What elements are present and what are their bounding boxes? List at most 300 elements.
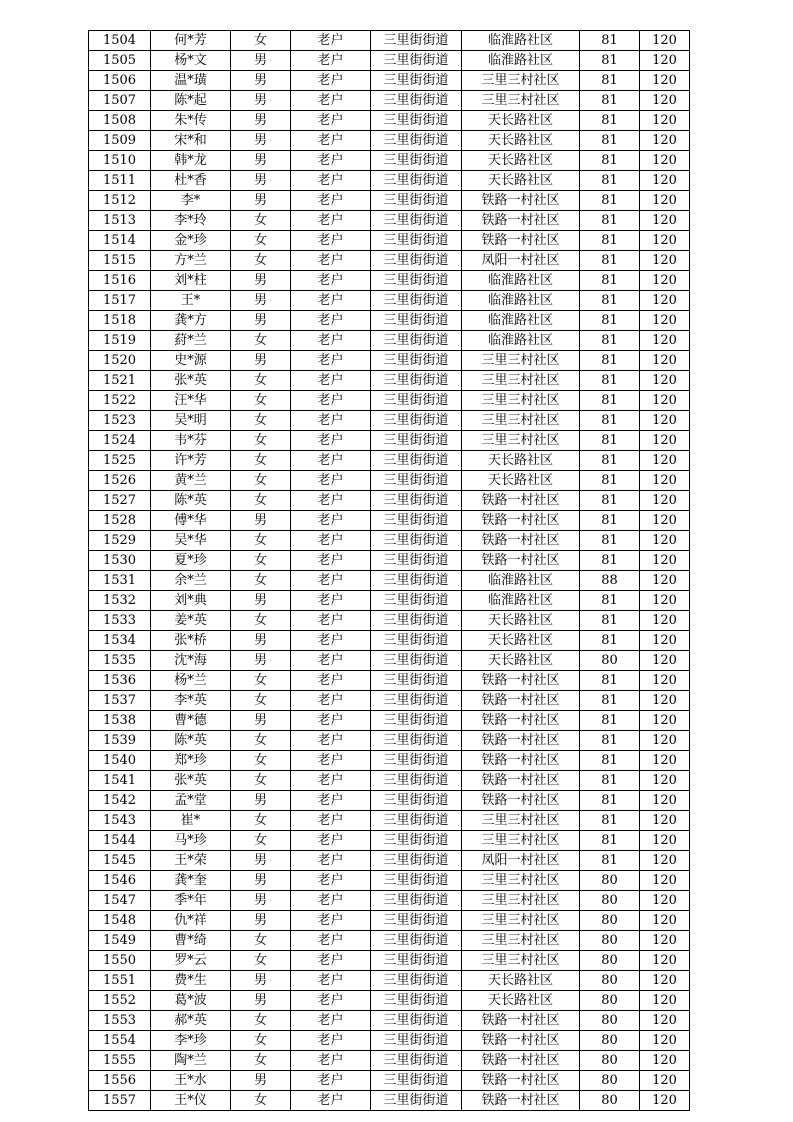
gender-cell: 男 <box>231 131 291 151</box>
age-cell: 81 <box>580 91 640 111</box>
community-cell: 铁路一村社区 <box>462 1091 580 1111</box>
table-row <box>89 511 690 531</box>
household-type-cell: 老户 <box>291 831 371 851</box>
community-cell: 铁路一村社区 <box>462 1031 580 1051</box>
name-cell: 崔* <box>151 811 231 831</box>
subdistrict-cell: 三里街街道 <box>371 951 462 971</box>
gender-cell: 女 <box>231 431 291 451</box>
community-cell: 三里三村社区 <box>462 411 580 431</box>
table-row <box>89 971 690 991</box>
subdistrict-cell: 三里街街道 <box>371 531 462 551</box>
community-cell: 铁路一村社区 <box>462 1011 580 1031</box>
household-type-cell: 老户 <box>291 911 371 931</box>
name-cell: 李*玲 <box>151 211 231 231</box>
community-cell: 铁路一村社区 <box>462 751 580 771</box>
row-number-cell: 1514 <box>89 231 151 251</box>
household-type-cell: 老户 <box>291 651 371 671</box>
name-cell: 夏*珍 <box>151 551 231 571</box>
household-type-cell: 老户 <box>291 1011 371 1031</box>
table-row <box>89 191 690 211</box>
amount-cell: 120 <box>640 271 690 291</box>
household-type-cell: 老户 <box>291 691 371 711</box>
household-type-cell: 老户 <box>291 191 371 211</box>
name-cell: 李* <box>151 191 231 211</box>
gender-cell: 女 <box>231 531 291 551</box>
age-cell: 81 <box>580 531 640 551</box>
subdistrict-cell: 三里街街道 <box>371 151 462 171</box>
gender-cell: 男 <box>231 191 291 211</box>
name-cell: 张*英 <box>151 771 231 791</box>
row-number-cell: 1509 <box>89 131 151 151</box>
community-cell: 天长路社区 <box>462 111 580 131</box>
table-row <box>89 311 690 331</box>
household-type-cell: 老户 <box>291 391 371 411</box>
name-cell: 陶*兰 <box>151 1051 231 1071</box>
subdistrict-cell: 三里街街道 <box>371 831 462 851</box>
amount-cell: 120 <box>640 831 690 851</box>
row-number-cell: 1532 <box>89 591 151 611</box>
household-type-cell: 老户 <box>291 751 371 771</box>
subdistrict-cell: 三里街街道 <box>371 71 462 91</box>
subdistrict-cell: 三里街街道 <box>371 891 462 911</box>
household-type-cell: 老户 <box>291 231 371 251</box>
name-cell: 王*荣 <box>151 851 231 871</box>
age-cell: 81 <box>580 551 640 571</box>
household-type-cell: 老户 <box>291 711 371 731</box>
row-number-cell: 1535 <box>89 651 151 671</box>
household-type-cell: 老户 <box>291 251 371 271</box>
community-cell: 三里三村社区 <box>462 351 580 371</box>
subdistrict-cell: 三里街街道 <box>371 771 462 791</box>
subdistrict-cell: 三里街街道 <box>371 571 462 591</box>
household-type-cell: 老户 <box>291 151 371 171</box>
amount-cell: 120 <box>640 531 690 551</box>
gender-cell: 男 <box>231 51 291 71</box>
subdistrict-cell: 三里街街道 <box>371 231 462 251</box>
name-cell: 马*珍 <box>151 831 231 851</box>
table-row <box>89 531 690 551</box>
age-cell: 81 <box>580 511 640 531</box>
name-cell: 韩*龙 <box>151 151 231 171</box>
household-type-cell: 老户 <box>291 351 371 371</box>
subdistrict-cell: 三里街街道 <box>371 991 462 1011</box>
subdistrict-cell: 三里街街道 <box>371 191 462 211</box>
gender-cell: 女 <box>231 1031 291 1051</box>
community-cell: 临淮路社区 <box>462 331 580 351</box>
community-cell: 临淮路社区 <box>462 291 580 311</box>
name-cell: 费*生 <box>151 971 231 991</box>
name-cell: 余*兰 <box>151 571 231 591</box>
gender-cell: 男 <box>231 271 291 291</box>
age-cell: 80 <box>580 1051 640 1071</box>
name-cell: 曹*绮 <box>151 931 231 951</box>
name-cell: 郑*珍 <box>151 751 231 771</box>
name-cell: 李*英 <box>151 691 231 711</box>
community-cell: 三里三村社区 <box>462 891 580 911</box>
amount-cell: 120 <box>640 1051 690 1071</box>
age-cell: 80 <box>580 911 640 931</box>
subdistrict-cell: 三里街街道 <box>371 91 462 111</box>
row-number-cell: 1508 <box>89 111 151 131</box>
table-row <box>89 431 690 451</box>
row-number-cell: 1520 <box>89 351 151 371</box>
subdistrict-cell: 三里街街道 <box>371 311 462 331</box>
amount-cell: 120 <box>640 91 690 111</box>
row-number-cell: 1556 <box>89 1071 151 1091</box>
gender-cell: 男 <box>231 351 291 371</box>
community-cell: 三里三村社区 <box>462 71 580 91</box>
subdistrict-cell: 三里街街道 <box>371 791 462 811</box>
row-number-cell: 1513 <box>89 211 151 231</box>
amount-cell: 120 <box>640 1011 690 1031</box>
age-cell: 81 <box>580 251 640 271</box>
household-type-cell: 老户 <box>291 631 371 651</box>
row-number-cell: 1522 <box>89 391 151 411</box>
name-cell: 温*璜 <box>151 71 231 91</box>
row-number-cell: 1511 <box>89 171 151 191</box>
community-cell: 铁路一村社区 <box>462 551 580 571</box>
subdistrict-cell: 三里街街道 <box>371 1071 462 1091</box>
name-cell: 张*英 <box>151 371 231 391</box>
row-number-cell: 1533 <box>89 611 151 631</box>
gender-cell: 女 <box>231 371 291 391</box>
amount-cell: 120 <box>640 311 690 331</box>
name-cell: 孟*堂 <box>151 791 231 811</box>
age-cell: 80 <box>580 891 640 911</box>
table-row <box>89 551 690 571</box>
gender-cell: 男 <box>231 311 291 331</box>
gender-cell: 男 <box>231 971 291 991</box>
subdistrict-cell: 三里街街道 <box>371 431 462 451</box>
gender-cell: 女 <box>231 391 291 411</box>
row-number-cell: 1551 <box>89 971 151 991</box>
name-cell: 葤*兰 <box>151 331 231 351</box>
household-type-cell: 老户 <box>291 91 371 111</box>
age-cell: 81 <box>580 411 640 431</box>
table-row <box>89 131 690 151</box>
table-row <box>89 1091 690 1111</box>
row-number-cell: 1531 <box>89 571 151 591</box>
amount-cell: 120 <box>640 791 690 811</box>
amount-cell: 120 <box>640 751 690 771</box>
row-number-cell: 1521 <box>89 371 151 391</box>
row-number-cell: 1547 <box>89 891 151 911</box>
gender-cell: 女 <box>231 31 291 51</box>
household-type-cell: 老户 <box>291 731 371 751</box>
table-row <box>89 731 690 751</box>
row-number-cell: 1524 <box>89 431 151 451</box>
household-type-cell: 老户 <box>291 511 371 531</box>
subdistrict-cell: 三里街街道 <box>371 291 462 311</box>
amount-cell: 120 <box>640 1091 690 1111</box>
age-cell: 80 <box>580 951 640 971</box>
gender-cell: 女 <box>231 951 291 971</box>
table-row <box>89 231 690 251</box>
row-number-cell: 1549 <box>89 931 151 951</box>
amount-cell: 120 <box>640 771 690 791</box>
age-cell: 81 <box>580 851 640 871</box>
age-cell: 81 <box>580 31 640 51</box>
name-cell: 刘*柱 <box>151 271 231 291</box>
gender-cell: 女 <box>231 251 291 271</box>
community-cell: 临淮路社区 <box>462 311 580 331</box>
table-row <box>89 951 690 971</box>
subdistrict-cell: 三里街街道 <box>371 631 462 651</box>
amount-cell: 120 <box>640 1071 690 1091</box>
household-type-cell: 老户 <box>291 1031 371 1051</box>
age-cell: 81 <box>580 751 640 771</box>
community-cell: 临淮路社区 <box>462 271 580 291</box>
amount-cell: 120 <box>640 151 690 171</box>
community-cell: 铁路一村社区 <box>462 231 580 251</box>
age-cell: 81 <box>580 231 640 251</box>
amount-cell: 120 <box>640 111 690 131</box>
subdistrict-cell: 三里街街道 <box>371 591 462 611</box>
household-type-cell: 老户 <box>291 811 371 831</box>
household-type-cell: 老户 <box>291 951 371 971</box>
subdistrict-cell: 三里街街道 <box>371 31 462 51</box>
row-number-cell: 1538 <box>89 711 151 731</box>
age-cell: 81 <box>580 731 640 751</box>
age-cell: 81 <box>580 211 640 231</box>
gender-cell: 男 <box>231 851 291 871</box>
row-number-cell: 1523 <box>89 411 151 431</box>
table-row <box>89 171 690 191</box>
gender-cell: 女 <box>231 331 291 351</box>
table-row <box>89 711 690 731</box>
gender-cell: 女 <box>231 411 291 431</box>
community-cell: 铁路一村社区 <box>462 731 580 751</box>
amount-cell: 120 <box>640 611 690 631</box>
subdistrict-cell: 三里街街道 <box>371 331 462 351</box>
gender-cell: 男 <box>231 511 291 531</box>
subdistrict-cell: 三里街街道 <box>371 391 462 411</box>
age-cell: 81 <box>580 491 640 511</box>
name-cell: 宋*和 <box>151 131 231 151</box>
table-row <box>89 991 690 1011</box>
amount-cell: 120 <box>640 731 690 751</box>
amount-cell: 120 <box>640 391 690 411</box>
gender-cell: 女 <box>231 491 291 511</box>
name-cell: 陈*英 <box>151 731 231 751</box>
row-number-cell: 1510 <box>89 151 151 171</box>
household-type-cell: 老户 <box>291 791 371 811</box>
community-cell: 天长路社区 <box>462 611 580 631</box>
name-cell: 罗*云 <box>151 951 231 971</box>
subdistrict-cell: 三里街街道 <box>371 511 462 531</box>
table-row <box>89 791 690 811</box>
age-cell: 88 <box>580 571 640 591</box>
household-type-cell: 老户 <box>291 1091 371 1111</box>
age-cell: 81 <box>580 391 640 411</box>
row-number-cell: 1519 <box>89 331 151 351</box>
table-row <box>89 591 690 611</box>
gender-cell: 男 <box>231 1071 291 1091</box>
age-cell: 81 <box>580 771 640 791</box>
community-cell: 铁路一村社区 <box>462 191 580 211</box>
household-type-cell: 老户 <box>291 971 371 991</box>
age-cell: 81 <box>580 291 640 311</box>
name-cell: 吴*明 <box>151 411 231 431</box>
subdistrict-cell: 三里街街道 <box>371 1031 462 1051</box>
table-row <box>89 1051 690 1071</box>
age-cell: 80 <box>580 1091 640 1111</box>
gender-cell: 男 <box>231 651 291 671</box>
household-type-cell: 老户 <box>291 431 371 451</box>
community-cell: 铁路一村社区 <box>462 771 580 791</box>
table-row <box>89 831 690 851</box>
row-number-cell: 1517 <box>89 291 151 311</box>
gender-cell: 女 <box>231 211 291 231</box>
amount-cell: 120 <box>640 251 690 271</box>
gender-cell: 女 <box>231 671 291 691</box>
gender-cell: 男 <box>231 711 291 731</box>
table-row <box>89 91 690 111</box>
table-row <box>89 571 690 591</box>
age-cell: 81 <box>580 451 640 471</box>
community-cell: 铁路一村社区 <box>462 491 580 511</box>
amount-cell: 120 <box>640 871 690 891</box>
household-type-cell: 老户 <box>291 451 371 471</box>
row-number-cell: 1546 <box>89 871 151 891</box>
gender-cell: 女 <box>231 1011 291 1031</box>
community-cell: 铁路一村社区 <box>462 671 580 691</box>
community-cell: 天长路社区 <box>462 171 580 191</box>
gender-cell: 男 <box>231 71 291 91</box>
amount-cell: 120 <box>640 671 690 691</box>
gender-cell: 男 <box>231 911 291 931</box>
household-type-cell: 老户 <box>291 851 371 871</box>
amount-cell: 120 <box>640 511 690 531</box>
subdistrict-cell: 三里街街道 <box>371 711 462 731</box>
amount-cell: 120 <box>640 551 690 571</box>
household-type-cell: 老户 <box>291 531 371 551</box>
gender-cell: 女 <box>231 731 291 751</box>
amount-cell: 120 <box>640 131 690 151</box>
household-type-cell: 老户 <box>291 771 371 791</box>
name-cell: 张*桥 <box>151 631 231 651</box>
name-cell: 陈*起 <box>151 91 231 111</box>
row-number-cell: 1553 <box>89 1011 151 1031</box>
subdistrict-cell: 三里街街道 <box>371 931 462 951</box>
row-number-cell: 1505 <box>89 51 151 71</box>
subdistrict-cell: 三里街街道 <box>371 1051 462 1071</box>
amount-cell: 120 <box>640 571 690 591</box>
community-cell: 铁路一村社区 <box>462 511 580 531</box>
household-type-cell: 老户 <box>291 271 371 291</box>
age-cell: 81 <box>580 51 640 71</box>
age-cell: 81 <box>580 791 640 811</box>
subdistrict-cell: 三里街街道 <box>371 471 462 491</box>
community-cell: 凤阳一村社区 <box>462 851 580 871</box>
age-cell: 81 <box>580 611 640 631</box>
row-number-cell: 1550 <box>89 951 151 971</box>
community-cell: 临淮路社区 <box>462 31 580 51</box>
row-number-cell: 1557 <box>89 1091 151 1111</box>
row-number-cell: 1545 <box>89 851 151 871</box>
row-number-cell: 1516 <box>89 271 151 291</box>
age-cell: 80 <box>580 1031 640 1051</box>
amount-cell: 120 <box>640 651 690 671</box>
amount-cell: 120 <box>640 291 690 311</box>
amount-cell: 120 <box>640 911 690 931</box>
amount-cell: 120 <box>640 631 690 651</box>
table-row <box>89 651 690 671</box>
subdistrict-cell: 三里街街道 <box>371 751 462 771</box>
household-type-cell: 老户 <box>291 931 371 951</box>
community-cell: 铁路一村社区 <box>462 1071 580 1091</box>
name-cell: 龚*方 <box>151 311 231 331</box>
name-cell: 葛*波 <box>151 991 231 1011</box>
household-type-cell: 老户 <box>291 211 371 231</box>
amount-cell: 120 <box>640 211 690 231</box>
community-cell: 三里三村社区 <box>462 831 580 851</box>
name-cell: 杨*文 <box>151 51 231 71</box>
name-cell: 仇*祥 <box>151 911 231 931</box>
community-cell: 三里三村社区 <box>462 811 580 831</box>
age-cell: 81 <box>580 691 640 711</box>
row-number-cell: 1528 <box>89 511 151 531</box>
table-row <box>89 671 690 691</box>
household-type-cell: 老户 <box>291 291 371 311</box>
row-number-cell: 1506 <box>89 71 151 91</box>
household-type-cell: 老户 <box>291 311 371 331</box>
row-number-cell: 1534 <box>89 631 151 651</box>
age-cell: 81 <box>580 331 640 351</box>
gender-cell: 男 <box>231 91 291 111</box>
household-type-cell: 老户 <box>291 871 371 891</box>
age-cell: 81 <box>580 811 640 831</box>
row-number-cell: 1552 <box>89 991 151 1011</box>
community-cell: 三里三村社区 <box>462 371 580 391</box>
age-cell: 81 <box>580 671 640 691</box>
community-cell: 三里三村社区 <box>462 391 580 411</box>
row-number-cell: 1544 <box>89 831 151 851</box>
table-row <box>89 151 690 171</box>
household-type-cell: 老户 <box>291 371 371 391</box>
subdistrict-cell: 三里街街道 <box>371 1011 462 1031</box>
subdistrict-cell: 三里街街道 <box>371 971 462 991</box>
table-row <box>89 51 690 71</box>
community-cell: 铁路一村社区 <box>462 711 580 731</box>
gender-cell: 男 <box>231 171 291 191</box>
community-cell: 三里三村社区 <box>462 91 580 111</box>
name-cell: 沈*海 <box>151 651 231 671</box>
amount-cell: 120 <box>640 171 690 191</box>
name-cell: 汪*华 <box>151 391 231 411</box>
age-cell: 81 <box>580 351 640 371</box>
community-cell: 铁路一村社区 <box>462 211 580 231</box>
household-type-cell: 老户 <box>291 131 371 151</box>
household-type-cell: 老户 <box>291 551 371 571</box>
community-cell: 铁路一村社区 <box>462 791 580 811</box>
age-cell: 81 <box>580 371 640 391</box>
name-cell: 季*年 <box>151 891 231 911</box>
community-cell: 临淮路社区 <box>462 591 580 611</box>
household-type-cell: 老户 <box>291 1051 371 1071</box>
row-number-cell: 1548 <box>89 911 151 931</box>
age-cell: 80 <box>580 1071 640 1091</box>
name-cell: 黄*兰 <box>151 471 231 491</box>
age-cell: 81 <box>580 831 640 851</box>
household-type-cell: 老户 <box>291 1071 371 1091</box>
gender-cell: 女 <box>231 1051 291 1071</box>
name-cell: 杨*兰 <box>151 671 231 691</box>
age-cell: 81 <box>580 711 640 731</box>
subdistrict-cell: 三里街街道 <box>371 211 462 231</box>
name-cell: 王* <box>151 291 231 311</box>
community-cell: 凤阳一村社区 <box>462 251 580 271</box>
